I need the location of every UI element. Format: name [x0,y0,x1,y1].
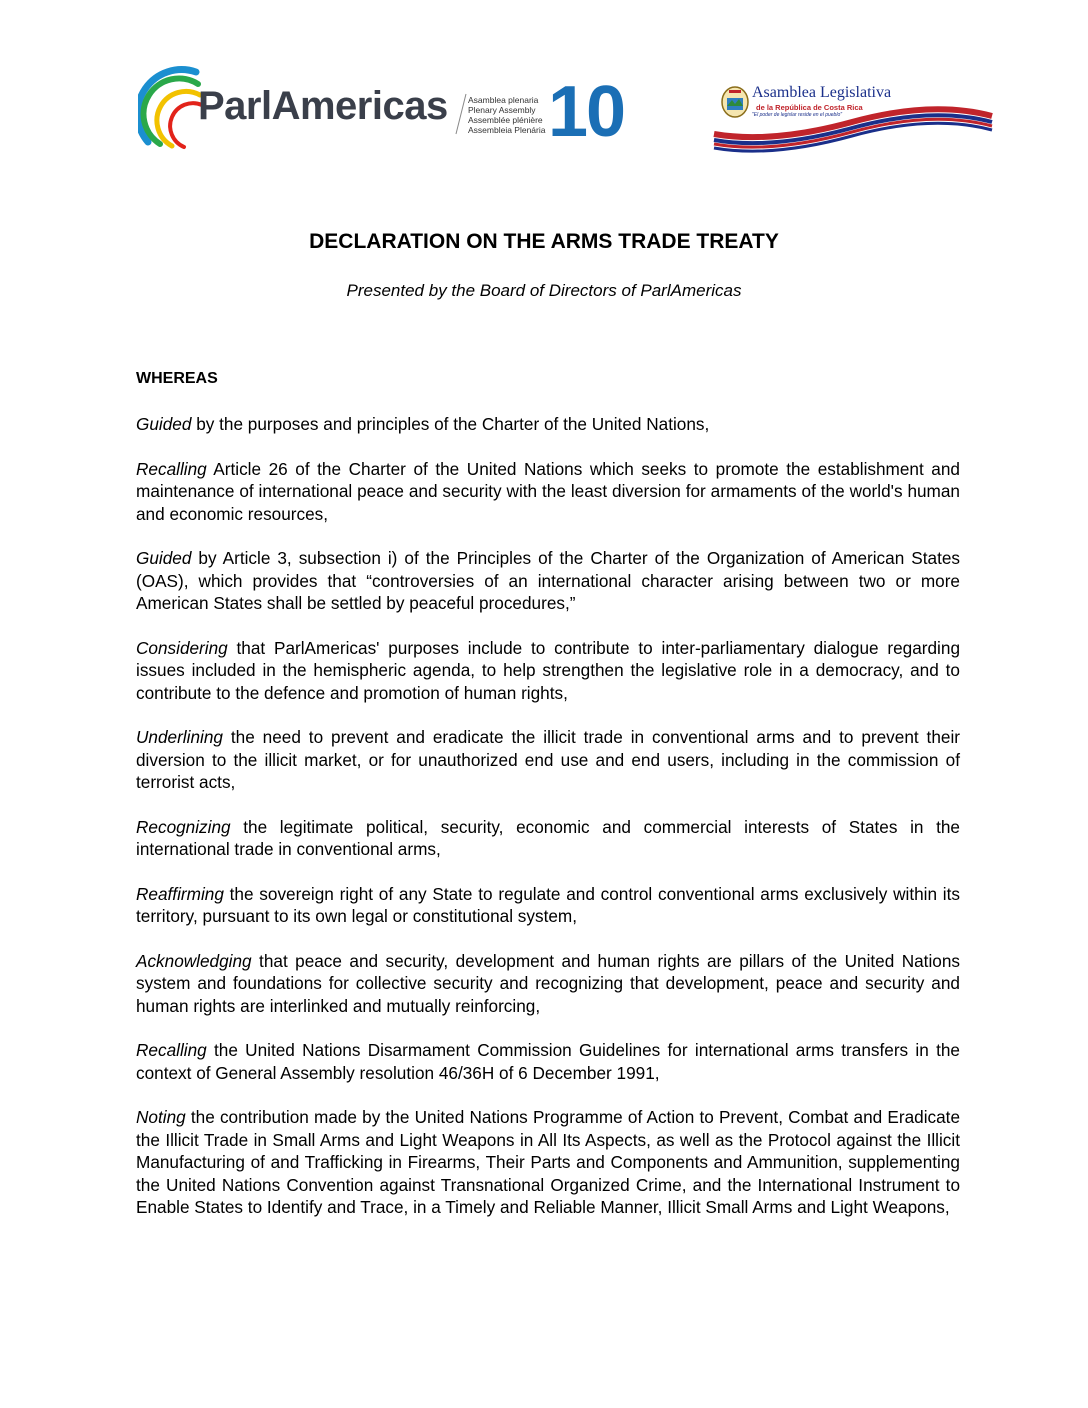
paragraph [136,413,960,436]
paragraph-lead: Guided [136,548,192,568]
paragraph-text: Article 26 of the Charter of the United Nations which seeks to promote the establishment and maintenance of international peace and security with the least diversion for armaments of the world's human and economic resources, [136,458,960,524]
parlamericas-name: ParlAmericas [198,84,448,128]
paragraph [136,883,960,928]
paragraph [136,726,960,794]
page-header [0,0,1088,170]
paragraph-text: that ParlAmericas' purposes include to contribute to inter-parliamentary dialogue regarding issues included in the hemispheric agenda, to help strengthen the legislative role in a democracy, and to contribute to the defence and promotion of human rights, [136,637,960,703]
asamblea-subtitle: de la República de Costa Rica [756,103,863,112]
asamblea-motto: "El poder de legislar reside en el pueblo" [752,112,842,118]
assembly-line-pt: Assembleia Plenária [468,125,546,135]
document-title: DECLARATION ON THE ARMS TRADE TREATY [309,230,779,253]
whereas-heading: WHEREAS [136,370,218,387]
slash-divider-icon [454,92,468,136]
assembly-number: 10 [548,72,625,152]
parlamericas-logo [138,64,658,154]
paragraph [136,1106,960,1219]
paragraph-lead: Reaffirming [136,883,224,904]
paragraph-text: by the purposes and principles of the Charter of the United Nations, [191,414,710,434]
asamblea-legislativa-logo [712,84,994,154]
paragraph [136,458,960,526]
paragraph [136,637,960,705]
plenary-assembly-labels [468,95,545,135]
paragraph-text: the contribution made by the United Nations Programme of Action to Prevent, Combat and Eradicate the Illicit Trade in Small Arms and Light Weapons in All Its Aspects, as well as the Protocol against the Illicit Manufacturing of and Trafficking in Firearms, Their Parts and Components and Ammunition, supplementing the United Nations Convention against Transnational Organized Crime, and the International Instrument to Enable States to Identify and Trace, in a Timely and Reliable Manner, Illicit Small Arms and Light Weapons, [136,1107,960,1217]
paragraph-lead: Acknowledging [136,950,252,971]
paragraph-lead: Recognizing [136,816,231,837]
paragraph-lead: Underlining [136,727,223,747]
paragraph-text: the United Nations Disarmament Commission Guidelines for international arms transfers in the context of General Assembly resolution 46/36H of 6 December 1991, [136,1040,960,1083]
paragraph-text: by Article 3, subsection i) of the Principles of the Charter of the Organization of American States (OAS), which provides that “controversies of an international character arising between two or more American States shall be settled by peaceful procedures,” [136,548,960,613]
paragraph-text: the legitimate political, security, economic and commercial interests of States in the international trade in conventional arms, [136,816,960,859]
paragraph-lead: Recalling [136,1040,207,1060]
paragraph [136,816,960,861]
paragraph-text: the sovereign right of any State to regulate and control conventional arms exclusively within its territory, pursuant to its own legal or constitutional system, [136,883,960,926]
document-subtitle: Presented by the Board of Directors of ParlAmericas [346,281,742,300]
assembly-line-fr: Assemblée plénière [468,115,543,125]
paragraph-lead: Guided [136,414,192,434]
paragraph-lead: Recalling [136,458,207,479]
paragraph-text: that peace and security, development and human rights are pillars of the United Nations system and foundations for collective security and recognizing that development, peace and security and human rights are interlinked and mutually reinforcing, [136,950,960,1016]
paragraph [136,547,960,615]
paragraph [136,950,960,1018]
declaration-body [136,413,960,1241]
paragraph-lead: Noting [136,1107,186,1127]
assembly-line-es: Asamblea plenaria [468,95,539,105]
paragraph [136,1039,960,1084]
costa-rica-seal-icon [720,84,750,120]
asamblea-title: Asamblea Legislativa [752,84,892,101]
paragraph-text: the need to prevent and eradicate the illicit trade in conventional arms and to prevent their diversion to the illicit market, or for unauthorized end use and end users, including in the commission of terrorist acts, [136,727,960,792]
paragraph-lead: Considering [136,637,228,658]
assembly-line-en: Plenary Assembly [468,105,536,115]
